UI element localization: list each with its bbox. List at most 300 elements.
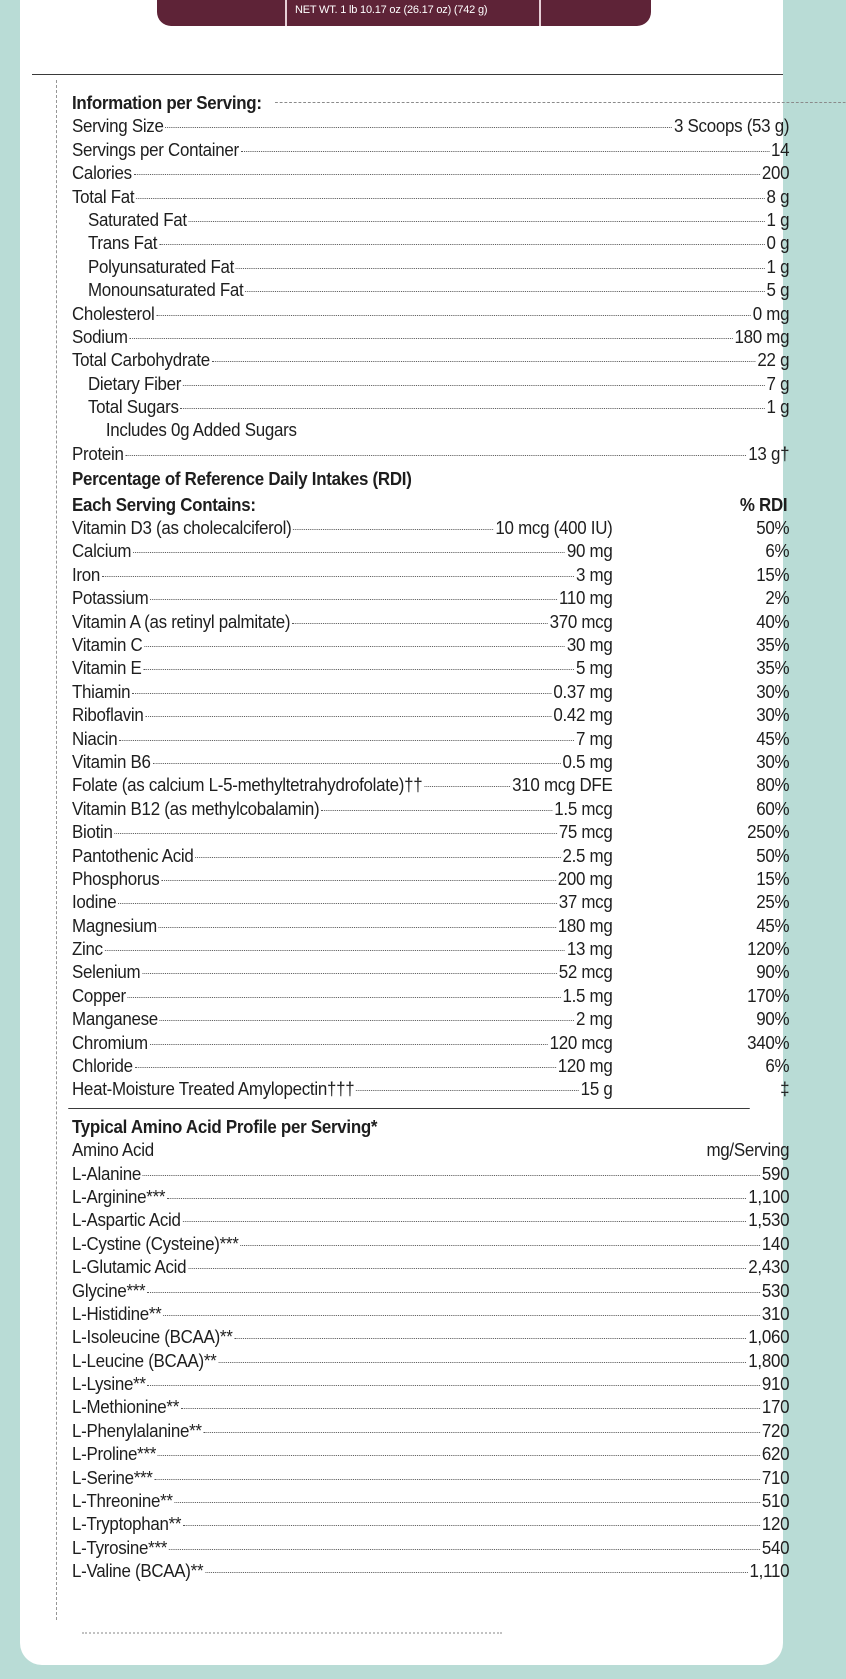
nutrient-value: 22 g bbox=[757, 350, 790, 371]
amino-row bbox=[72, 1537, 789, 1560]
amino-value: 1,110 bbox=[749, 1561, 790, 1582]
rdi-label: Selenium bbox=[72, 962, 141, 983]
supplement-facts-panel bbox=[72, 92, 789, 1584]
amino-value: 720 bbox=[761, 1420, 790, 1441]
rdi-row bbox=[72, 961, 789, 984]
dot-leader bbox=[142, 973, 557, 974]
dot-leader bbox=[150, 1044, 548, 1045]
rdi-label: Vitamin C bbox=[72, 634, 143, 655]
rdi-row bbox=[72, 1078, 789, 1101]
amino-row bbox=[72, 1490, 789, 1513]
nutrient-label: Saturated Fat bbox=[87, 209, 187, 230]
rdi-amount: 13 mg bbox=[566, 939, 613, 960]
amino-value: 1,060 bbox=[748, 1327, 790, 1348]
nutrient-value: 200 bbox=[761, 163, 790, 184]
rdi-amount: 370 mcg bbox=[549, 611, 613, 632]
dot-leader bbox=[321, 810, 552, 811]
rdi-label: Copper bbox=[72, 985, 126, 1006]
rdi-percent: 6% bbox=[765, 541, 790, 562]
rdi-left bbox=[72, 681, 613, 704]
rdi-percent: 30% bbox=[756, 751, 790, 772]
rdi-percent: 60% bbox=[756, 798, 790, 819]
amino-label: L-Aspartic Acid bbox=[72, 1210, 181, 1231]
rdi-left bbox=[72, 845, 613, 868]
nutrient-row bbox=[72, 373, 789, 396]
amino-row bbox=[72, 1256, 789, 1279]
amino-row bbox=[72, 1443, 789, 1466]
nutrient-value: 0 g bbox=[766, 233, 790, 254]
dot-leader bbox=[212, 361, 756, 362]
dot-leader bbox=[159, 244, 765, 245]
dot-leader bbox=[145, 716, 551, 717]
rdi-amount: 200 mg bbox=[557, 868, 613, 889]
rdi-left bbox=[72, 1078, 613, 1101]
amino-list bbox=[72, 1163, 789, 1584]
dot-leader bbox=[218, 1362, 746, 1363]
dot-leader bbox=[356, 1090, 579, 1091]
amino-label: L-Threonine** bbox=[72, 1491, 173, 1512]
dot-leader bbox=[293, 529, 493, 530]
rdi-row bbox=[72, 751, 789, 774]
rdi-amount: 90 mg bbox=[566, 541, 613, 562]
rdi-label: Phosphorus bbox=[72, 868, 160, 889]
dot-leader bbox=[118, 903, 557, 904]
rdi-left bbox=[72, 915, 613, 938]
amino-row bbox=[72, 1326, 789, 1349]
amino-label: L-Lysine** bbox=[72, 1374, 146, 1395]
amino-row bbox=[72, 1163, 789, 1186]
amino-row bbox=[72, 1209, 789, 1232]
nutrient-row bbox=[72, 396, 789, 419]
rdi-amount: 110 mg bbox=[559, 588, 613, 609]
rdi-left bbox=[72, 611, 613, 634]
amino-label: Glycine*** bbox=[72, 1280, 146, 1301]
nutrient-value: 13 g† bbox=[748, 443, 790, 464]
amino-label: L-Isoleucine (BCAA)** bbox=[72, 1327, 233, 1348]
dot-leader bbox=[153, 763, 561, 764]
amino-value: 1,530 bbox=[748, 1210, 790, 1231]
nutrient-value: 3 Scoops (53 g) bbox=[673, 116, 790, 137]
amino-value: 2,430 bbox=[748, 1257, 790, 1278]
rdi-label: Thiamin bbox=[72, 681, 131, 702]
dot-leader bbox=[181, 1408, 760, 1409]
rdi-left bbox=[72, 961, 613, 984]
rdi-percent: 120% bbox=[747, 939, 790, 960]
rdi-left bbox=[72, 938, 613, 961]
nutrient-row bbox=[72, 139, 789, 162]
dot-leader bbox=[163, 1315, 760, 1316]
amino-label: L-Tryptophan** bbox=[72, 1514, 182, 1535]
amino-row bbox=[72, 1420, 789, 1443]
label-card bbox=[20, 0, 790, 1665]
amino-value: 710 bbox=[761, 1467, 790, 1488]
rdi-amount: 37 mcg bbox=[558, 892, 613, 913]
rdi-label: Pantothenic Acid bbox=[72, 845, 194, 866]
nutrient-row bbox=[72, 326, 789, 349]
rdi-left bbox=[72, 728, 613, 751]
nutrient-row bbox=[72, 349, 789, 372]
amino-value: 140 bbox=[761, 1233, 790, 1254]
rdi-row bbox=[72, 985, 789, 1008]
rdi-row bbox=[72, 798, 789, 821]
rdi-label: Iodine bbox=[72, 892, 117, 913]
dot-leader bbox=[195, 857, 560, 858]
nutrient-label: Cholesterol bbox=[72, 303, 155, 324]
rdi-percent: 50% bbox=[756, 518, 790, 539]
cut-off-footnote bbox=[82, 1632, 502, 1638]
dot-leader bbox=[105, 950, 565, 951]
rdi-percent: 80% bbox=[756, 775, 790, 796]
rdi-left bbox=[72, 751, 613, 774]
rdi-row bbox=[72, 587, 789, 610]
rdi-label: Calcium bbox=[72, 541, 132, 562]
amino-header bbox=[72, 1139, 789, 1162]
rdi-label: Magnesium bbox=[72, 915, 157, 936]
rdi-percent: 90% bbox=[756, 962, 790, 983]
section-divider bbox=[68, 1108, 750, 1109]
rdi-percent: 25% bbox=[756, 892, 790, 913]
rdi-row bbox=[72, 1032, 789, 1055]
amino-row bbox=[72, 1396, 789, 1419]
rdi-left bbox=[72, 774, 613, 797]
rdi-amount: 10 mcg (400 IU) bbox=[495, 518, 613, 539]
amino-value: 170 bbox=[761, 1397, 790, 1418]
rdi-percent: 2% bbox=[765, 588, 790, 609]
rdi-row bbox=[72, 681, 789, 704]
rdi-amount: 5 mg bbox=[576, 658, 613, 679]
rdi-percent: 6% bbox=[765, 1056, 790, 1077]
rdi-percent: 30% bbox=[756, 681, 790, 702]
rdi-row bbox=[72, 891, 789, 914]
rdi-label: Zinc bbox=[72, 939, 103, 960]
amino-label: L-Arginine*** bbox=[72, 1186, 166, 1207]
dot-leader bbox=[115, 833, 557, 834]
amino-value: 530 bbox=[761, 1280, 790, 1301]
nutrient-row bbox=[72, 443, 789, 466]
dot-leader bbox=[130, 338, 733, 339]
rdi-label: Vitamin B6 bbox=[72, 751, 151, 772]
rdi-row bbox=[72, 938, 789, 961]
rdi-percent: ‡ bbox=[780, 1079, 790, 1100]
rdi-left bbox=[72, 868, 613, 891]
rdi-amount: 2.5 mg bbox=[562, 845, 613, 866]
amino-value: 590 bbox=[761, 1163, 790, 1184]
amino-value: 120 bbox=[761, 1514, 790, 1535]
amino-label: L-Methionine** bbox=[72, 1397, 180, 1418]
rdi-header bbox=[72, 494, 789, 517]
rdi-row bbox=[72, 611, 789, 634]
rdi-amount: 180 mg bbox=[557, 915, 613, 936]
nutrient-label: Calories bbox=[72, 163, 132, 184]
rdi-percent: 250% bbox=[747, 822, 790, 843]
nutrient-row bbox=[72, 209, 789, 232]
amino-label: L-Cystine (Cysteine)*** bbox=[72, 1233, 239, 1254]
rdi-amount: 30 mg bbox=[566, 634, 613, 655]
nutrient-label: Total Sugars bbox=[87, 397, 179, 418]
dot-leader bbox=[133, 552, 565, 553]
dot-leader bbox=[136, 198, 764, 199]
dot-leader bbox=[126, 455, 747, 456]
rdi-percent: 40% bbox=[756, 611, 790, 632]
dot-leader bbox=[144, 646, 565, 647]
rdi-amount: 120 mg bbox=[557, 1056, 613, 1077]
dot-leader bbox=[128, 997, 561, 998]
dot-leader bbox=[156, 315, 750, 316]
dot-leader bbox=[160, 1020, 574, 1021]
rdi-label: Biotin bbox=[72, 822, 113, 843]
rdi-row bbox=[72, 517, 789, 540]
left-guide-line bbox=[56, 80, 57, 1620]
nutrient-label: Serving Size bbox=[72, 116, 164, 137]
rdi-amount: 120 mcg bbox=[549, 1032, 613, 1053]
rdi-percent: 90% bbox=[756, 1009, 790, 1030]
amino-row bbox=[72, 1280, 789, 1303]
rdi-label: Heat-Moisture Treated Amylopectin††† bbox=[72, 1079, 355, 1100]
nutrient-value: 180 mg bbox=[734, 326, 790, 347]
amino-title: Typical Amino Acid Profile per Serving* bbox=[72, 1116, 378, 1137]
nutrient-label: Polyunsaturated Fat bbox=[87, 256, 235, 277]
rdi-amount: 0.42 mg bbox=[553, 705, 613, 726]
nutrient-row bbox=[72, 279, 789, 302]
rdi-left bbox=[72, 657, 613, 680]
amino-value: 620 bbox=[761, 1444, 790, 1465]
rdi-percent: 15% bbox=[756, 564, 790, 585]
dot-leader bbox=[167, 1198, 746, 1199]
nutrient-label: Monounsaturated Fat bbox=[87, 280, 244, 301]
rdi-row bbox=[72, 540, 789, 563]
dot-leader bbox=[424, 786, 510, 787]
dot-leader bbox=[159, 927, 556, 928]
rdi-list bbox=[72, 517, 789, 1102]
rdi-amount: 310 mcg DFE bbox=[512, 775, 613, 796]
amino-label: L-Serine*** bbox=[72, 1467, 153, 1488]
rdi-row bbox=[72, 774, 789, 797]
rdi-label: Manganese bbox=[72, 1009, 158, 1030]
amino-row bbox=[72, 1513, 789, 1536]
nutrient-label: Total Carbohydrate bbox=[72, 350, 210, 371]
amino-row bbox=[72, 1186, 789, 1209]
rdi-row bbox=[72, 1055, 789, 1078]
dot-leader bbox=[181, 408, 765, 409]
rdi-row bbox=[72, 657, 789, 680]
dot-leader bbox=[240, 1245, 760, 1246]
rdi-amount: 52 mcg bbox=[558, 962, 613, 983]
rdi-percent: 30% bbox=[756, 705, 790, 726]
amino-value: 1,800 bbox=[748, 1350, 790, 1371]
amino-row bbox=[72, 1233, 789, 1256]
nutrient-label: Dietary Fiber bbox=[87, 373, 182, 394]
rdi-left bbox=[72, 821, 613, 844]
rdi-left bbox=[72, 1032, 613, 1055]
rdi-label: Vitamin E bbox=[72, 658, 142, 679]
rdi-amount: 3 mg bbox=[576, 564, 613, 585]
dot-leader bbox=[148, 1385, 760, 1386]
rdi-title: Percentage of Reference Daily Intakes (RDI) bbox=[72, 469, 412, 490]
rdi-row bbox=[72, 868, 789, 891]
rdi-row bbox=[72, 634, 789, 657]
rdi-left bbox=[72, 891, 613, 914]
dot-leader bbox=[135, 1067, 556, 1068]
amino-value: 510 bbox=[761, 1491, 790, 1512]
dot-leader bbox=[119, 740, 574, 741]
dot-leader bbox=[183, 1525, 760, 1526]
rdi-left bbox=[72, 540, 613, 563]
amino-row bbox=[72, 1303, 789, 1326]
rdi-left bbox=[72, 798, 613, 821]
nutrient-value: 1 g bbox=[766, 397, 790, 418]
rdi-percent: 45% bbox=[756, 915, 790, 936]
rdi-percent: 35% bbox=[756, 634, 790, 655]
rdi-label: Folate (as calcium L-5-methyltetrahydrofolate)†† bbox=[72, 775, 423, 796]
rdi-label: Riboflavin bbox=[72, 705, 144, 726]
dot-leader bbox=[132, 693, 551, 694]
rdi-amount: 0.37 mg bbox=[553, 681, 613, 702]
top-rule bbox=[32, 74, 783, 75]
amino-row bbox=[72, 1373, 789, 1396]
amino-label: L-Tyrosine*** bbox=[72, 1537, 168, 1558]
amino-value: 910 bbox=[761, 1374, 790, 1395]
nutrient-row bbox=[72, 162, 789, 185]
rdi-row bbox=[72, 845, 789, 868]
nutrient-row bbox=[72, 232, 789, 255]
amino-row bbox=[72, 1560, 789, 1583]
rdi-pct-header: % RDI bbox=[739, 494, 788, 515]
rdi-amount: 1.5 mg bbox=[562, 985, 613, 1006]
dot-leader bbox=[241, 151, 769, 152]
dot-leader bbox=[143, 669, 574, 670]
serving-info-list bbox=[72, 115, 789, 466]
rdi-amount: 75 mcg bbox=[558, 822, 613, 843]
amino-label: L-Leucine (BCAA)** bbox=[72, 1350, 217, 1371]
rdi-left bbox=[72, 1055, 613, 1078]
dot-leader bbox=[147, 1292, 760, 1293]
nutrient-value: 1 g bbox=[766, 209, 790, 230]
rdi-row bbox=[72, 704, 789, 727]
rdi-left bbox=[72, 517, 613, 540]
rdi-label: Potassium bbox=[72, 588, 149, 609]
dot-leader bbox=[161, 880, 555, 881]
dot-leader bbox=[183, 385, 765, 386]
rdi-label: Chloride bbox=[72, 1056, 133, 1077]
amino-label: L-Phenylalanine** bbox=[72, 1420, 202, 1441]
rdi-amount: 15 g bbox=[580, 1079, 613, 1100]
rdi-label: Vitamin D3 (as cholecalciferol) bbox=[72, 518, 292, 539]
nutrient-value: 7 g bbox=[766, 373, 790, 394]
rdi-left bbox=[72, 985, 613, 1008]
nutrient-value: 8 g bbox=[766, 186, 790, 207]
nutrient-value: 14 bbox=[770, 139, 790, 160]
dot-leader bbox=[245, 291, 764, 292]
rdi-amount: 1.5 mcg bbox=[554, 798, 613, 819]
amino-value: 1,100 bbox=[748, 1186, 790, 1207]
amino-label: L-Proline*** bbox=[72, 1444, 157, 1465]
rdi-label: Vitamin A (as retinyl palmitate) bbox=[72, 611, 291, 632]
nutrient-label: Trans Fat bbox=[87, 233, 158, 254]
rdi-percent: 15% bbox=[756, 868, 790, 889]
rdi-label: Niacin bbox=[72, 728, 118, 749]
dot-leader bbox=[165, 127, 672, 128]
amino-col-right: mg/Serving bbox=[706, 1140, 790, 1161]
rdi-amount: 2 mg bbox=[576, 1009, 613, 1030]
nutrient-row bbox=[72, 256, 789, 279]
rdi-row bbox=[72, 821, 789, 844]
rdi-label: Iron bbox=[72, 564, 101, 585]
dot-leader bbox=[234, 1338, 746, 1339]
dot-leader bbox=[183, 1221, 747, 1222]
dot-leader bbox=[158, 1455, 760, 1456]
amino-row bbox=[72, 1350, 789, 1373]
rdi-amount: 0.5 mg bbox=[562, 751, 613, 772]
rdi-left bbox=[72, 704, 613, 727]
rdi-subtitle: Each Serving Contains: bbox=[72, 494, 256, 515]
nutrient-label: Total Fat bbox=[72, 186, 135, 207]
nutrient-value: 1 g bbox=[766, 256, 790, 277]
rdi-left bbox=[72, 564, 613, 587]
amino-value: 540 bbox=[761, 1537, 790, 1558]
amino-value: 310 bbox=[761, 1303, 790, 1324]
nutrient-row bbox=[72, 303, 789, 326]
dot-leader bbox=[205, 1572, 748, 1573]
dot-leader bbox=[189, 221, 765, 222]
rdi-left bbox=[72, 587, 613, 610]
nutrient-label: Protein bbox=[72, 443, 124, 464]
amino-label: L-Valine (BCAA)** bbox=[72, 1561, 204, 1582]
nutrient-label: Servings per Container bbox=[72, 139, 239, 160]
nutrient-row bbox=[72, 186, 789, 209]
serving-info-title: Information per Serving: bbox=[72, 92, 789, 115]
amino-label: L-Alanine bbox=[72, 1163, 141, 1184]
rdi-left bbox=[72, 1008, 613, 1031]
rdi-row bbox=[72, 564, 789, 587]
nutrient-label: Includes 0g Added Sugars bbox=[105, 420, 297, 441]
dot-leader bbox=[134, 174, 760, 175]
rdi-row bbox=[72, 915, 789, 938]
rdi-row bbox=[72, 728, 789, 751]
dot-leader bbox=[102, 576, 574, 577]
package-divider bbox=[285, 0, 287, 26]
nutrient-row bbox=[72, 115, 789, 138]
nutrient-row bbox=[72, 419, 789, 442]
rdi-label: Vitamin B12 (as methylcobalamin) bbox=[72, 798, 320, 819]
nutrient-value: 0 mg bbox=[752, 303, 790, 324]
nutrient-value: 5 g bbox=[766, 280, 790, 301]
rdi-percent: 45% bbox=[756, 728, 790, 749]
dot-leader bbox=[154, 1479, 759, 1480]
nutrient-label: Sodium bbox=[72, 326, 128, 347]
rdi-percent: 170% bbox=[747, 985, 790, 1006]
rdi-percent: 50% bbox=[756, 845, 790, 866]
rdi-left bbox=[72, 634, 613, 657]
package-divider bbox=[539, 0, 541, 26]
rdi-row bbox=[72, 1008, 789, 1031]
rdi-percent: 35% bbox=[756, 658, 790, 679]
rdi-percent: 340% bbox=[747, 1032, 790, 1053]
rdi-amount: 7 mg bbox=[576, 728, 613, 749]
amino-label: L-Histidine** bbox=[72, 1303, 162, 1324]
net-weight: NET WT. 1 lb 10.17 oz (26.17 oz) (742 g) bbox=[295, 4, 488, 16]
dot-leader bbox=[143, 1175, 760, 1176]
dot-leader bbox=[292, 623, 548, 624]
dot-leader bbox=[204, 1432, 760, 1433]
dot-leader bbox=[169, 1549, 760, 1550]
amino-col-left: Amino Acid bbox=[72, 1140, 154, 1161]
dot-leader bbox=[150, 599, 557, 600]
amino-label: L-Glutamic Acid bbox=[72, 1257, 187, 1278]
dot-leader bbox=[188, 1268, 746, 1269]
dot-leader bbox=[175, 1502, 760, 1503]
dot-leader bbox=[236, 268, 765, 269]
amino-row bbox=[72, 1467, 789, 1490]
